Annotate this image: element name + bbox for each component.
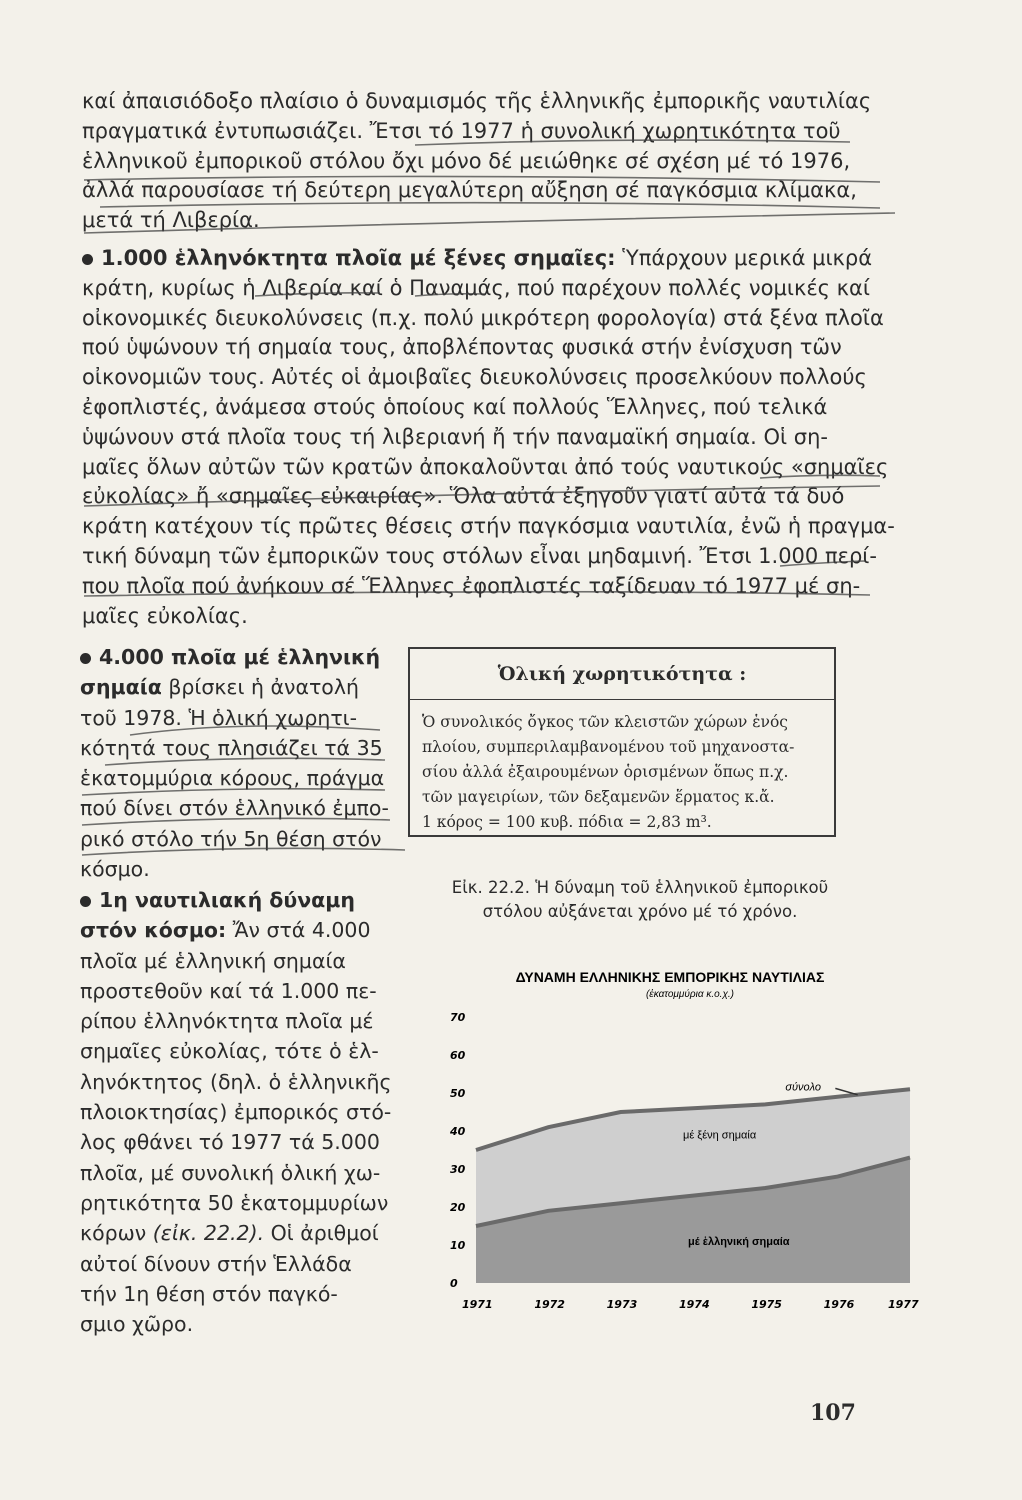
section-1-heading: 1.000 ἑλληνόκτητα πλοῖα μέ ξένες σημαῖες: xyxy=(101,246,616,270)
section-2-line: ἑκατομμύρια κόρους, πράγμα xyxy=(80,766,385,791)
bullet-icon xyxy=(80,896,91,907)
definition-line: 1 κόρος = 100 κυβ. πόδια = 2,83 m³. xyxy=(422,813,712,831)
definition-box xyxy=(408,647,836,837)
section-2-line: τοῦ 1978. Ἡ ὁλική χωρητι- xyxy=(80,705,358,730)
section-1-line: που πλοῖα πού ἀνήκουν σέ Ἕλληνες ἐφοπλιστές ταξίδευαν τό 1977 μέ ση- xyxy=(82,573,861,598)
section-3-heading: 1η ναυτιλιακή δύναμη xyxy=(99,888,355,912)
section-3-line: σμιο χῶρο. xyxy=(80,1312,194,1337)
section-2-text: βρίσκει ἡ ἀνατολή xyxy=(161,675,359,700)
section-3-line: πλοῖα, μέ συνολική ὁλική χω- xyxy=(80,1160,381,1185)
x-tick-label: 1972 xyxy=(534,1298,565,1311)
intro-line: μετά τή Λιβερία. xyxy=(82,208,260,233)
section-2-line: πού δίνει στόν ἑλληνικό ἐμπο- xyxy=(80,796,389,821)
caption-line: στόλου αὐξάνεται χρόνο μέ τό χρόνο. xyxy=(482,902,798,921)
section-first-power xyxy=(80,885,392,1339)
section-3-text: Οἱ ἀριθμοί xyxy=(264,1221,379,1246)
chart-subtitle: (ἑκατομμύρια κ.ο.χ.) xyxy=(645,989,735,1000)
x-tick-label: 1973 xyxy=(606,1298,638,1311)
section-3-line: ρητικότητα 50 ἑκατομμυρίων xyxy=(80,1190,389,1215)
section-1-line: κράτη, κυρίως ἡ Λιβερία καί ὁ Παναμάς, πού παρέχουν πολλές νομικές καί xyxy=(82,275,870,300)
x-tick-label: 1971 xyxy=(462,1298,493,1311)
bullet-icon xyxy=(80,653,91,664)
section-2-heading: 4.000 πλοῖα μέ ἑλληνική xyxy=(99,645,381,669)
page-number: 107 xyxy=(810,1400,856,1426)
series-label-foreign: μέ ξένη σημαία xyxy=(683,1129,757,1142)
section-2-heading-line xyxy=(80,642,380,672)
section-3-heading-end: στόν κόσμο: xyxy=(80,918,227,943)
intro-paragraph xyxy=(82,87,872,236)
y-tick-label: 40 xyxy=(450,1125,466,1138)
section-1-text: Ὑπάρχουν μερικά μικρά xyxy=(615,246,873,270)
x-tick-label: 1974 xyxy=(679,1298,710,1311)
section-2-line: ρικό στόλο τήν 5η θέση στόν xyxy=(80,826,382,851)
section-3-line: σημαῖες εὐκολίας, τότε ὁ ἑλ- xyxy=(80,1039,379,1064)
figure-reference: (εἰκ. 22.2). xyxy=(152,1221,265,1246)
y-tick-label: 30 xyxy=(450,1163,466,1176)
section-1-line: ἐφοπλιστές, ἀνάμεσα στούς ὁποίους καί πολλούς Ἕλληνες, πού τελικά xyxy=(82,394,828,419)
section-2-line: κότητά τους πλησιάζει τά 35 xyxy=(80,735,383,760)
definition-line: σίου ἀλλά ἐξαιρουμένων ὁρισμένων ὅπως π.χ. xyxy=(422,763,789,781)
section-3-line: ρίπου ἑλληνόκτητα πλοῖα μέ xyxy=(80,1009,374,1034)
intro-line: καί ἀπαισιόδοξο πλαίσιο ὁ δυναμισμός τῆς ἑλληνικῆς ἐμπορικῆς ναυτιλίας xyxy=(82,89,872,113)
intro-line: ἑλληνικοῦ ἐμπορικοῦ στόλου ὄχι μόνο δέ μειώθηκε σέ σχέση μέ τό 1976, xyxy=(82,148,851,173)
section-1-line: μαῖες εὐκολίας. xyxy=(82,603,248,628)
definition-title: Ὁλική χωρητικότητα : xyxy=(497,663,747,685)
definition-body xyxy=(410,700,834,835)
y-tick-label: 10 xyxy=(450,1239,466,1252)
section-3-line: τήν 1η θέση στόν παγκό- xyxy=(80,1281,338,1306)
y-tick-label: 60 xyxy=(450,1049,466,1062)
x-tick-label: 1976 xyxy=(823,1298,855,1311)
section-3-line: πλοιοκτησίας) ἐμπορικός στό- xyxy=(80,1100,392,1125)
x-tick-label: 1975 xyxy=(751,1298,782,1311)
section-foreign-flags xyxy=(82,244,895,631)
series-label-total: σύνολο xyxy=(785,1081,822,1094)
section-3-line: πλοῖα μέ ἑλληνική σημαία xyxy=(80,948,346,973)
section-2-heading-end: σημαία xyxy=(80,675,162,700)
section-2-line: κόσμο. xyxy=(80,857,150,882)
x-tick-label: 1977 xyxy=(888,1298,919,1311)
section-1-heading-line xyxy=(82,244,872,274)
figure-caption xyxy=(420,876,860,924)
y-tick-label: 70 xyxy=(450,1011,466,1024)
section-3-line: λος φθάνει τό 1977 τά 5.000 xyxy=(80,1130,380,1155)
section-greek-flag xyxy=(80,642,389,884)
section-2-heading-line xyxy=(80,672,380,702)
y-tick-label: 0 xyxy=(450,1277,458,1290)
intro-line: πραγματικά ἐντυπωσιάζει. Ἔτσι τό 1977 ἡ συνολική χωρητικότητα τοῦ xyxy=(82,118,841,143)
section-3-line: ληνόκτητος (δηλ. ὁ ἑλληνικῆς xyxy=(80,1069,392,1094)
section-1-line: οἰκονομιῶν τους. Αὐτές οἱ ἀμοιβαῖες διευκολύνσεις προσελκύουν πολλούς xyxy=(82,365,867,390)
section-3-line: αὐτοί δίνουν στήν Ἑλλάδα xyxy=(80,1251,352,1276)
chart-title: ΔΥΝΑΜΗ ΕΛΛΗΝΙΚΗΣ ΕΜΠΟΡΙΚΗΣ ΝΑΥΤΙΛΙΑΣ xyxy=(515,969,825,985)
section-1-line: τική δύναμη τῶν ἐμπορικῶν τους στόλων εἶναι μηδαμινή. Ἔτσι 1.000 περί- xyxy=(82,543,877,568)
caption-line: Εἰκ. 22.2. Ἡ δύναμη τοῦ ἑλληνικοῦ ἐμπορικοῦ xyxy=(451,878,829,897)
series-label-greek: μέ ἑλληνική σημαία xyxy=(688,1236,790,1248)
section-1-line: πού ὑψώνουν τή σημαία τους, ἀποβλέποντας φυσικά στήν ἐνίσχυση τῶν xyxy=(82,335,842,360)
definition-line: τῶν μαγειρίων, τῶν δεξαμενῶν ἕρματος κ.ἄ. xyxy=(422,788,775,806)
definition-line: πλοίου, συμπεριλαμβανομένου τοῦ μηχανοστα- xyxy=(422,738,795,756)
section-1-line: μαῖες ὅλων αὐτῶν τῶν κρατῶν ἀποκαλοῦνται ἀπό τούς ναυτικούς «σημαῖες xyxy=(82,454,889,479)
intro-line: ἀλλά παρουσίασε τή δεύτερη μεγαλύτερη αὔξηση σέ παγκόσμια κλίμακα, xyxy=(82,178,857,203)
section-3-line: προστεθοῦν καί τά 1.000 πε- xyxy=(80,978,377,1003)
y-tick-label: 20 xyxy=(450,1201,466,1214)
section-3-text: Ἄν στά 4.000 xyxy=(226,918,371,943)
definition-line: Ὁ συνολικός ὄγκος τῶν κλειστῶν χώρων ἑνός xyxy=(422,713,788,731)
arrow-icon xyxy=(835,1088,857,1094)
section-1-line: οἰκονομικές διευκολύνσεις (π.χ. πολύ μικρότερη φορολογία) στά ξένα πλοῖα xyxy=(82,305,884,330)
bullet-icon xyxy=(82,254,93,265)
section-1-line: εὐκολίας» ἤ «σημαῖες εὐκαιρίας». Ὅλα αὐτά ἐξηγοῦν γιατί αὐτά τά δυό xyxy=(82,484,845,509)
section-3-line xyxy=(80,1218,380,1248)
section-3-text: κόρων xyxy=(80,1221,147,1246)
section-1-line: ὑψώνουν στά πλοῖα τους τή λιβεριανή ἤ τήν παναμαϊκή σημαία. Οἱ ση- xyxy=(82,424,828,449)
section-3-heading-line xyxy=(80,915,380,945)
fleet-strength-chart xyxy=(420,955,935,1325)
section-1-line: κράτη κατέχουν τίς πρῶτες θέσεις στήν παγκόσμια ναυτιλία, ἐνῶ ἡ πραγμα- xyxy=(82,514,895,539)
y-tick-label: 50 xyxy=(450,1087,466,1100)
section-3-heading-line xyxy=(80,885,380,915)
